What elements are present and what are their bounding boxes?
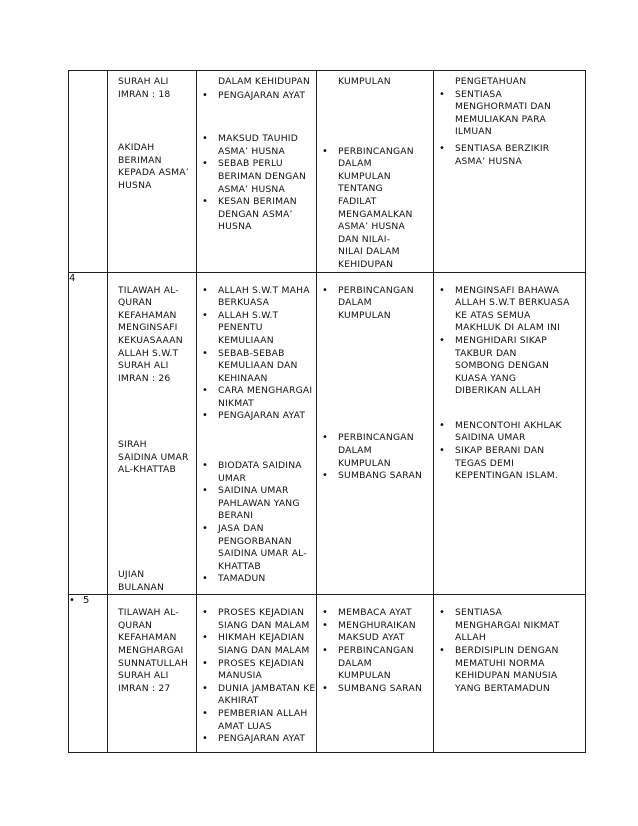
lesson-plan-table <box>68 70 586 753</box>
topic-line: MENGINSAFI <box>118 322 178 334</box>
list-item: • PEMBERIAN ALLAH AMAT LUAS <box>197 708 316 733</box>
week-cell <box>69 71 108 273</box>
list-item: • PROSES KEJADIAN MANUSIA <box>197 658 316 683</box>
list-item: • MENGINSAFI BAHAWA ALLAH S.W.T BERKUASA KE ATAS SEMUA MAKHLUK DI ALAM INI <box>434 285 585 335</box>
table-row <box>69 71 586 273</box>
list-item: • MAKSUD TAUHID ASMA’ HUSNA <box>197 133 316 158</box>
topic-line: IMRAN : 18 <box>118 88 171 100</box>
list-item: • HIKMAH KEJADIAN SIANG DAN MALAM <box>197 632 316 657</box>
activity-cell <box>317 71 434 273</box>
list-item: • SIKAP BERANI DAN TEGAS DEMI KEPENTINGAN ISLAM. <box>434 445 585 483</box>
list-item: • SUMBANG SARAN <box>317 683 433 696</box>
list-item: DALAM KEHIDUPAN <box>218 76 311 87</box>
topic-line: QURAN <box>118 297 153 309</box>
week-cell <box>69 595 108 753</box>
topic-line: TILAWAH AL- <box>118 607 179 619</box>
topic-line: SUNNATULLAH <box>118 657 189 669</box>
topic-cell <box>108 272 197 595</box>
content-cell <box>197 272 317 595</box>
list-item: • MENCONTOHI AKHLAK SAIDINA UMAR <box>434 420 585 445</box>
week-cell <box>69 272 108 595</box>
list-item: • PERBINCANGAN DALAM KUMPULAN <box>317 285 433 323</box>
list-item: • PERBINCANGAN DALAM KUMPULAN <box>317 645 433 683</box>
topic-line: SAIDINA UMAR <box>118 451 189 463</box>
week-number: 4 <box>69 272 76 284</box>
topic-line: HUSNA <box>118 179 152 191</box>
values-cell <box>434 272 586 595</box>
list-item: • MENGHIDARI SIKAP TAKBUR DAN SOMBONG DENGAN KUASA YANG DIBERIKAN ALLAH <box>434 335 585 398</box>
topic-line: SURAH ALI <box>118 76 169 87</box>
topic-line: KEFAHAMAN <box>118 632 177 644</box>
list-item: • PENGAJARAN AYAT <box>197 90 316 103</box>
list-item: • TAMADUN <box>197 573 316 586</box>
list-item: • PERBINCANGAN DALAM KUMPULAN <box>317 432 433 470</box>
list-item: PENGETAHUAN <box>455 76 527 87</box>
list-item: • SENTIASA BERZIKIR ASMA’ HUSNA <box>434 143 585 168</box>
list-item: • MEMBACA AYAT <box>317 607 433 620</box>
values-cell <box>434 71 586 273</box>
bullet-icon: • <box>69 595 76 607</box>
list-item: • BIODATA SAIDINA UMAR <box>197 460 316 485</box>
list-item: • PROSES KEJADIAN SIANG DAN MALAM <box>197 607 316 632</box>
list-item: • DUNIA JAMBATAN KE AKHIRAT <box>197 683 316 708</box>
topic-line: KEKUASAAAN <box>118 334 183 346</box>
list-item: • JASA DAN PENGORBANAN SAIDINA UMAR AL-KHATTAB <box>197 523 316 573</box>
list-item: • BERDISIPLIN DENGAN MEMATUHI NORMA KEHIDUPAN MANUSIA YANG BERTAMADUN <box>434 645 585 695</box>
topic-line: QURAN <box>118 619 153 631</box>
list-item: • CARA MENGHARGAI NIKMAT <box>197 385 316 410</box>
topic-line: SURAH ALI <box>118 670 169 682</box>
topic-cell <box>108 71 197 273</box>
table-row <box>69 595 586 753</box>
values-cell <box>434 595 586 753</box>
list-item: • PENGAJARAN AYAT <box>197 410 316 423</box>
topic-cell <box>108 595 197 753</box>
activity-cell <box>317 595 434 753</box>
topic-line: UJIAN BULANAN <box>118 569 165 593</box>
topic-line: SURAH ALI <box>118 360 169 372</box>
content-cell <box>197 71 317 273</box>
list-item: • ALLAH S.W.T MAHA BERKUASA <box>197 285 316 310</box>
topic-line: KEPADA ASMA’ <box>118 167 189 179</box>
list-item: • SENTIASA MENGHARGAI NIKMAT ALLAH <box>434 607 585 645</box>
topic-line: TILAWAH AL- <box>118 284 179 296</box>
topic-line: MENGHARGAI <box>118 645 184 657</box>
topic-line: AKIDAH <box>118 142 155 154</box>
list-item: • PERBINCANGAN DALAM KUMPULAN TENTANG FADILAT MENGAMALKAN ASMA’ HUSNA DAN NILAI-NILAI DALAM KEHIDUPAN <box>317 146 433 272</box>
list-item: • SEBAB PERLU BERIMAN DENGAN ASMA’ HUSNA <box>197 158 316 196</box>
topic-line: KEFAHAMAN <box>118 309 177 321</box>
activity-cell <box>317 272 434 595</box>
topic-line: SIRAH <box>118 439 147 451</box>
table-row <box>69 272 586 595</box>
topic-line: BERIMAN <box>118 154 162 166</box>
topic-line: AL-KHATTAB <box>118 464 176 476</box>
list-item: • SENTIASA MENGHORMATI DAN MEMULIAKAN PARA ILMUAN <box>434 89 585 139</box>
list-item: • SUMBANG SARAN <box>317 470 433 483</box>
list-item: • PENGAJARAN AYAT <box>197 733 316 746</box>
topic-line: IMRAN : 26 <box>118 372 171 384</box>
list-item: • ALLAH S.W.T PENENTU KEMULIAAN <box>197 310 316 348</box>
list-item: • SEBAB-SEBAB KEMULIAAN DAN KEHINAAN <box>197 348 316 386</box>
week-number: 5 <box>83 595 90 607</box>
topic-line: ALLAH S.W.T <box>118 347 179 359</box>
topic-line: IMRAN : 27 <box>118 682 171 694</box>
content-cell <box>197 595 317 753</box>
list-item: KUMPULAN <box>338 76 391 87</box>
list-item: • MENGHURAIKAN MAKSUD AYAT <box>317 620 433 645</box>
list-item: • KESAN BERIMAN DENGAN ASMA’ HUSNA <box>197 196 316 234</box>
list-item: • SAIDINA UMAR PAHLAWAN YANG BERANI <box>197 485 316 523</box>
